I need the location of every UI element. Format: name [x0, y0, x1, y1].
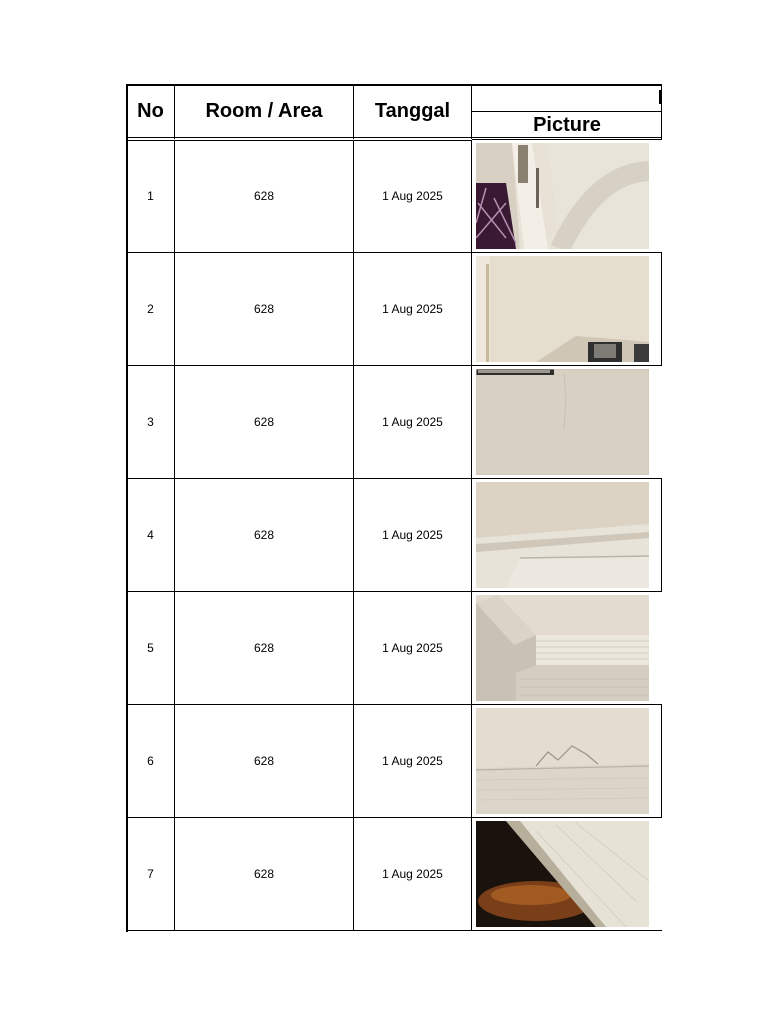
table-row — [127, 818, 662, 931]
date: 1 Aug 2025 — [354, 592, 472, 705]
table-row — [127, 479, 662, 592]
room-area: 628 — [175, 366, 354, 479]
table-row — [127, 366, 662, 479]
date: 1 Aug 2025 — [354, 140, 472, 253]
picture-cell — [472, 479, 662, 592]
wood-frame-corner-photo — [476, 595, 649, 701]
table-row — [127, 592, 662, 705]
cracked-trim-photo — [476, 708, 649, 814]
header-picture: Picture — [533, 113, 601, 136]
picture-cell — [472, 705, 662, 818]
header-room-area: Room / Area — [175, 84, 354, 139]
room-area: 628 — [175, 140, 354, 253]
room-area: 628 — [175, 818, 354, 931]
row-number: 4 — [127, 479, 175, 592]
door-frame-carpet-photo — [476, 143, 649, 249]
picture-cell — [472, 592, 662, 705]
table-row — [127, 140, 662, 253]
table-row — [127, 253, 662, 366]
wall-corner-photo — [476, 256, 649, 362]
date: 1 Aug 2025 — [354, 366, 472, 479]
room-area: 628 — [175, 592, 354, 705]
picture-cell — [472, 140, 662, 253]
picture-cell — [472, 253, 662, 366]
row-number: 6 — [127, 705, 175, 818]
date: 1 Aug 2025 — [354, 479, 472, 592]
row-number: 1 — [127, 140, 175, 253]
row-number: 2 — [127, 253, 175, 366]
wall-surface-photo — [476, 369, 649, 475]
edge-closeup-photo — [476, 821, 649, 927]
row-number: 7 — [127, 818, 175, 931]
truncated-header-mark — [659, 90, 661, 104]
room-area: 628 — [175, 705, 354, 818]
date: 1 Aug 2025 — [354, 818, 472, 931]
date: 1 Aug 2025 — [354, 705, 472, 818]
date: 1 Aug 2025 — [354, 253, 472, 366]
picture-cell — [472, 366, 662, 479]
room-area: 628 — [175, 479, 354, 592]
row-number: 5 — [127, 592, 175, 705]
header-no: No — [127, 84, 175, 139]
ceiling-trim-photo — [476, 482, 649, 588]
row-number: 3 — [127, 366, 175, 479]
room-area: 628 — [175, 253, 354, 366]
picture-cell — [472, 818, 662, 931]
header-tanggal: Tanggal — [354, 84, 472, 139]
table-row — [127, 705, 662, 818]
